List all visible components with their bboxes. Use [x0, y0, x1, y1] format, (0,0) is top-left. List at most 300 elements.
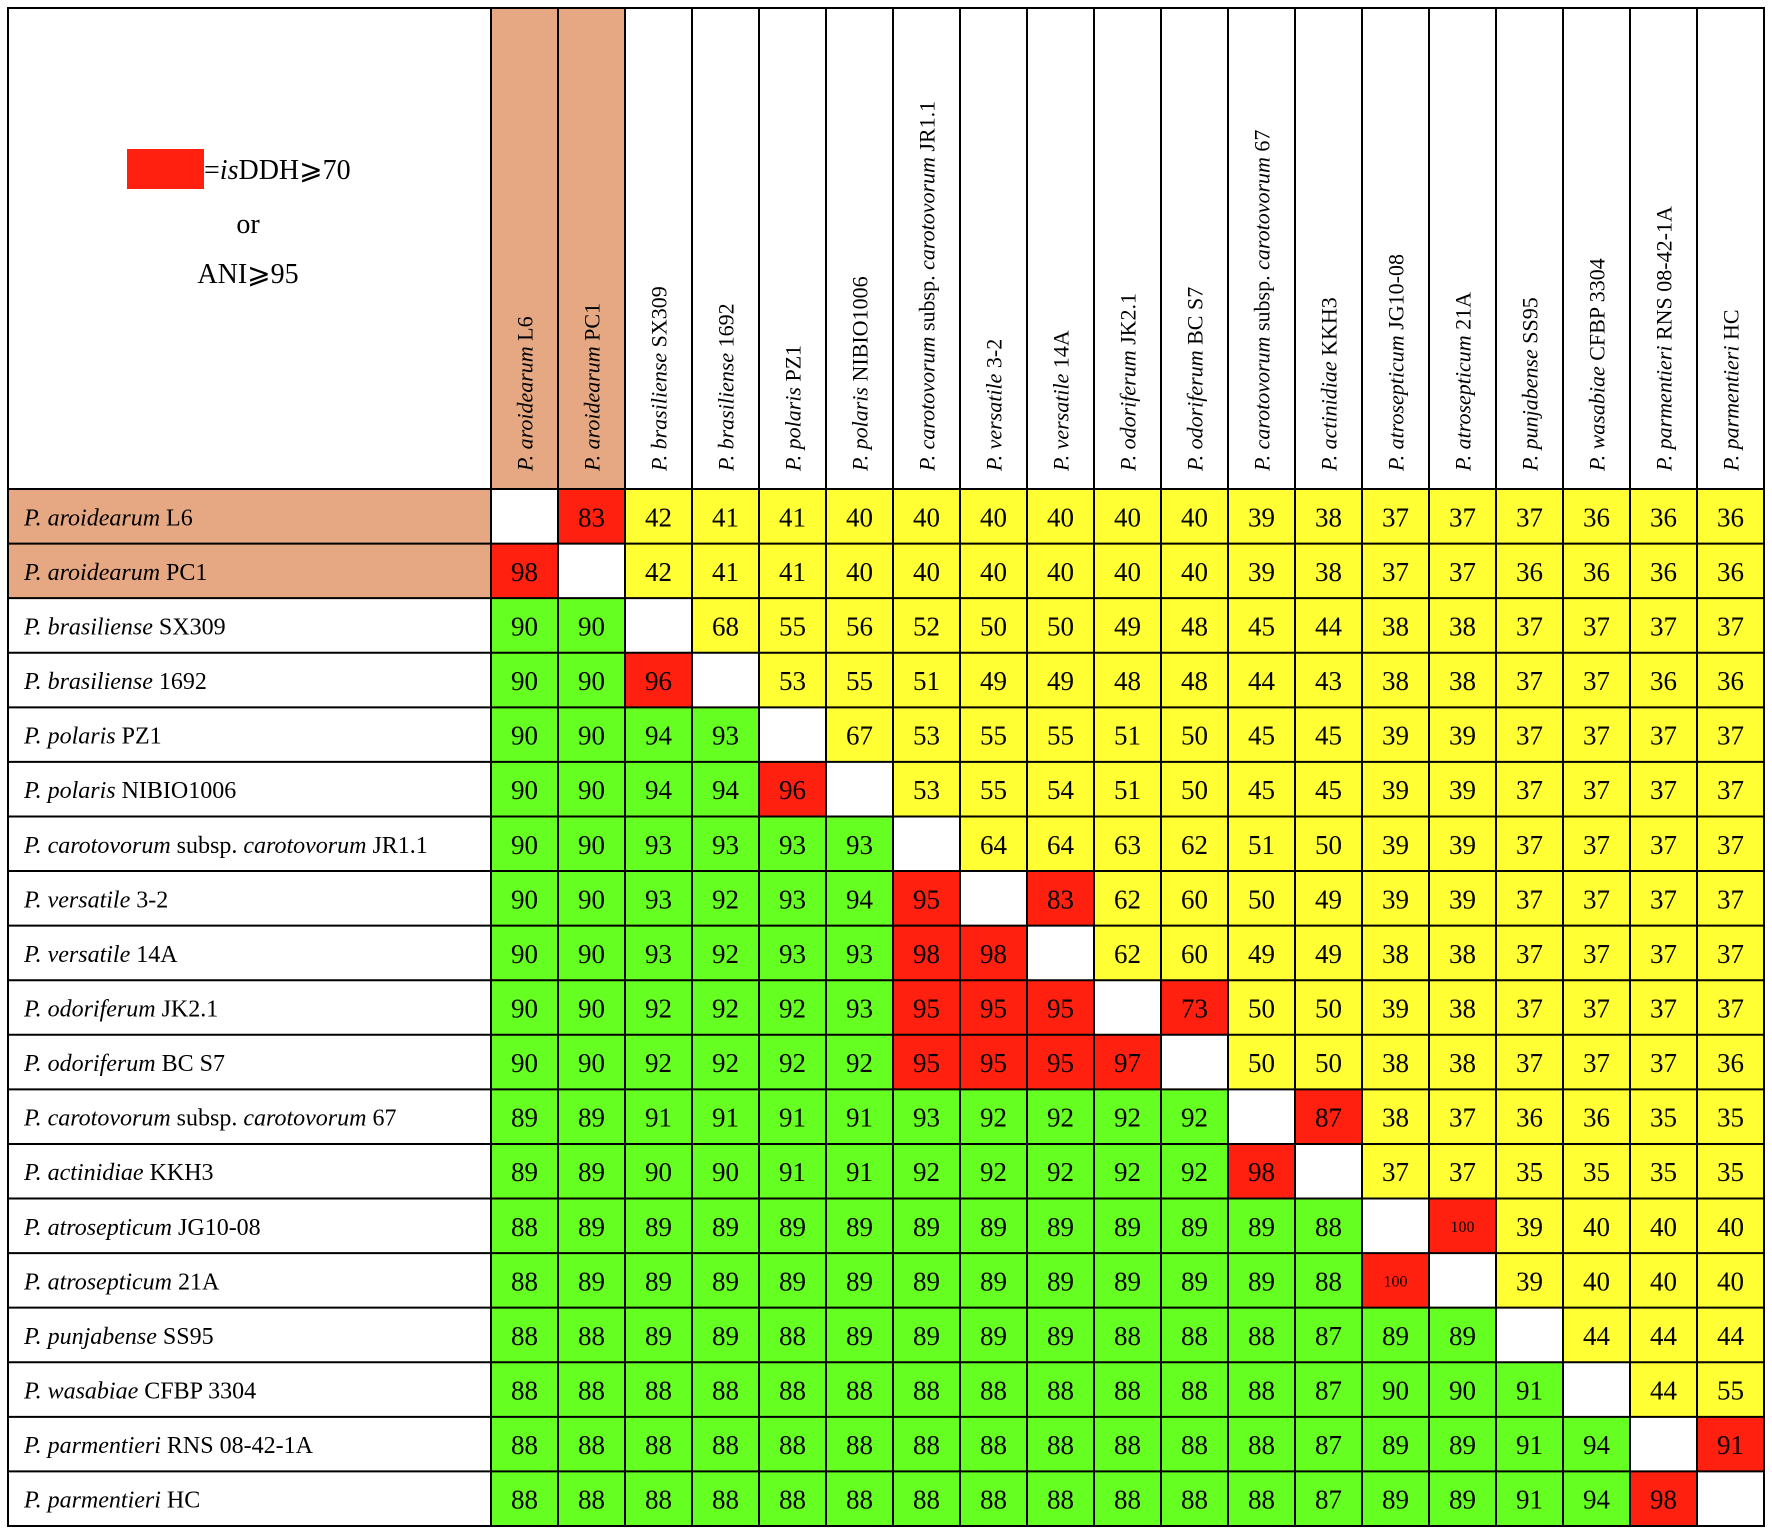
cell-value-18-11: 88: [1248, 1484, 1275, 1515]
cell-value-13-12: 88: [1315, 1211, 1342, 1242]
cell-value-0-1: 83: [578, 502, 605, 533]
cell-value-11-3: 91: [712, 1102, 739, 1133]
cell-value-17-15: 91: [1516, 1430, 1543, 1461]
cell-value-2-10: 48: [1181, 611, 1208, 642]
cell-value-11-1: 89: [578, 1102, 605, 1133]
cell-value-4-0: 90: [511, 720, 538, 751]
row-label-7: P. versatile 3-2: [24, 887, 169, 914]
cell-value-5-11: 45: [1248, 775, 1275, 806]
cell-value-7-14: 39: [1449, 884, 1476, 915]
cell-value-11-10: 92: [1181, 1102, 1208, 1133]
cell-value-18-12: 87: [1315, 1484, 1342, 1515]
cell-value-2-7: 50: [980, 611, 1007, 642]
cell-8-8: [1027, 926, 1094, 981]
col-label-17: P. parmentieri RNS 08-42-1A: [1651, 206, 1677, 471]
cell-value-15-12: 87: [1315, 1320, 1342, 1351]
cell-value-5-8: 54: [1047, 775, 1074, 806]
cell-value-8-16: 37: [1583, 938, 1610, 969]
cell-value-16-17: 44: [1650, 1375, 1677, 1406]
cell-value-1-18: 36: [1717, 556, 1744, 587]
cell-value-16-13: 90: [1382, 1375, 1409, 1406]
cell-value-7-6: 95: [913, 884, 940, 915]
cell-value-2-13: 38: [1382, 611, 1409, 642]
col-label-18: P. parmentieri HC: [1718, 309, 1744, 471]
cell-value-1-9: 40: [1114, 556, 1141, 587]
cell-value-2-1: 90: [578, 611, 605, 642]
cell-value-14-12: 88: [1315, 1266, 1342, 1297]
cell-value-18-10: 88: [1181, 1484, 1208, 1515]
cell-value-9-8: 95: [1047, 993, 1074, 1024]
row-label-16: P. wasabiae CFBP 3304: [24, 1378, 257, 1405]
cell-value-7-15: 37: [1516, 884, 1543, 915]
cell-value-16-1: 88: [578, 1375, 605, 1406]
cell-value-3-11: 44: [1248, 666, 1275, 697]
cell-value-7-9: 62: [1114, 884, 1141, 915]
cell-value-15-3: 89: [712, 1320, 739, 1351]
cell-value-3-14: 38: [1449, 666, 1476, 697]
cell-value-9-14: 38: [1449, 993, 1476, 1024]
col-label-1: P. aroidearum PC1: [579, 302, 605, 471]
cell-value-16-11: 88: [1248, 1375, 1275, 1406]
cell-value-15-4: 88: [779, 1320, 806, 1351]
cell-value-18-9: 88: [1114, 1484, 1141, 1515]
cell-value-13-3: 89: [712, 1211, 739, 1242]
cell-2-2: [625, 598, 692, 653]
cell-value-9-17: 37: [1650, 993, 1677, 1024]
cell-value-1-11: 39: [1248, 556, 1275, 587]
cell-value-15-2: 89: [645, 1320, 672, 1351]
cell-value-11-16: 36: [1583, 1102, 1610, 1133]
cell-value-0-8: 40: [1047, 502, 1074, 533]
col-label-8: P. versatile 14A: [1048, 330, 1074, 471]
cell-value-5-6: 53: [913, 775, 940, 806]
cell-value-11-2: 91: [645, 1102, 672, 1133]
cell-value-14-0: 88: [511, 1266, 538, 1297]
cell-value-14-6: 89: [913, 1266, 940, 1297]
cell-value-15-17: 44: [1650, 1320, 1677, 1351]
cell-value-11-4: 91: [779, 1102, 806, 1133]
cell-3-3: [692, 653, 759, 708]
cell-value-9-4: 92: [779, 993, 806, 1024]
cell-value-13-1: 89: [578, 1211, 605, 1242]
cell-value-3-2: 96: [645, 666, 672, 697]
cell-16-16: [1563, 1362, 1630, 1417]
cell-13-13: [1362, 1199, 1429, 1254]
cell-value-14-10: 89: [1181, 1266, 1208, 1297]
cell-value-14-18: 40: [1717, 1266, 1744, 1297]
row-label-10: P. odoriferum BC S7: [24, 1051, 225, 1078]
cell-value-11-13: 38: [1382, 1102, 1409, 1133]
cell-value-10-5: 92: [846, 1048, 873, 1079]
col-label-7: P. versatile 3-2: [981, 338, 1007, 471]
cell-value-17-4: 88: [779, 1430, 806, 1461]
cell-value-2-8: 50: [1047, 611, 1074, 642]
cell-value-11-9: 92: [1114, 1102, 1141, 1133]
cell-value-5-1: 90: [578, 775, 605, 806]
legend-line3: ANI⩾95: [197, 259, 299, 290]
cell-value-16-18: 55: [1717, 1375, 1744, 1406]
cell-value-9-3: 92: [712, 993, 739, 1024]
cell-value-6-8: 64: [1047, 829, 1074, 860]
cell-value-10-11: 50: [1248, 1048, 1275, 1079]
cell-value-17-11: 88: [1248, 1430, 1275, 1461]
cell-value-16-10: 88: [1181, 1375, 1208, 1406]
cell-value-18-2: 88: [645, 1484, 672, 1515]
cell-value-11-17: 35: [1650, 1102, 1677, 1133]
cell-value-16-2: 88: [645, 1375, 672, 1406]
cell-14-14: [1429, 1253, 1496, 1308]
cell-value-17-18: 91: [1717, 1430, 1744, 1461]
col-label-2: P. brasiliense SX309: [646, 286, 672, 471]
legend-swatch: [127, 149, 204, 189]
cell-value-0-7: 40: [980, 502, 1007, 533]
cell-value-6-0: 90: [511, 829, 538, 860]
cell-value-13-9: 89: [1114, 1211, 1141, 1242]
cell-value-8-15: 37: [1516, 938, 1543, 969]
cell-value-9-10: 73: [1181, 993, 1208, 1024]
cell-value-7-4: 93: [779, 884, 806, 915]
cell-value-3-9: 48: [1114, 666, 1141, 697]
cell-value-18-13: 89: [1382, 1484, 1409, 1515]
cell-value-12-15: 35: [1516, 1157, 1543, 1188]
cell-value-15-0: 88: [511, 1320, 538, 1351]
cell-0-0: [491, 489, 558, 544]
cell-value-8-18: 37: [1717, 938, 1744, 969]
cell-value-18-15: 91: [1516, 1484, 1543, 1515]
cell-value-9-13: 39: [1382, 993, 1409, 1024]
cell-value-12-2: 90: [645, 1157, 672, 1188]
cell-value-9-6: 95: [913, 993, 940, 1024]
cell-value-1-17: 36: [1650, 556, 1677, 587]
cell-value-7-17: 37: [1650, 884, 1677, 915]
cell-value-9-12: 50: [1315, 993, 1342, 1024]
cell-value-0-15: 37: [1516, 502, 1543, 533]
cell-value-0-6: 40: [913, 502, 940, 533]
cell-value-1-12: 38: [1315, 556, 1342, 587]
cell-1-1: [558, 544, 625, 599]
cell-value-15-6: 89: [913, 1320, 940, 1351]
cell-value-0-5: 40: [846, 502, 873, 533]
cell-value-16-3: 88: [712, 1375, 739, 1406]
row-label-2: P. brasiliense SX309: [24, 614, 226, 641]
cell-value-10-2: 92: [645, 1048, 672, 1079]
cell-value-4-6: 53: [913, 720, 940, 751]
cell-value-0-14: 37: [1449, 502, 1476, 533]
cell-value-18-0: 88: [511, 1484, 538, 1515]
cell-value-7-8: 83: [1047, 884, 1074, 915]
cell-value-3-18: 36: [1717, 666, 1744, 697]
cell-value-10-14: 38: [1449, 1048, 1476, 1079]
cell-value-17-7: 88: [980, 1430, 1007, 1461]
cell-value-8-14: 38: [1449, 938, 1476, 969]
row-label-15: P. punjabense SS95: [24, 1323, 214, 1350]
row-label-0: P. aroidearum L6: [24, 505, 193, 532]
col-label-11: P. carotovorum subsp. carotovorum 67: [1249, 129, 1275, 471]
cell-value-6-14: 39: [1449, 829, 1476, 860]
cell-value-7-11: 50: [1248, 884, 1275, 915]
cell-value-10-17: 37: [1650, 1048, 1677, 1079]
cell-value-12-16: 35: [1583, 1157, 1610, 1188]
cell-value-13-16: 40: [1583, 1211, 1610, 1242]
cell-value-13-6: 89: [913, 1211, 940, 1242]
row-label-5: P. polaris NIBIO1006: [24, 778, 237, 805]
cell-value-5-16: 37: [1583, 775, 1610, 806]
cell-value-4-1: 90: [578, 720, 605, 751]
cell-12-12: [1295, 1144, 1362, 1199]
cell-value-16-0: 88: [511, 1375, 538, 1406]
cell-value-1-4: 41: [779, 556, 806, 587]
cell-value-4-17: 37: [1650, 720, 1677, 751]
cell-value-11-18: 35: [1717, 1102, 1744, 1133]
cell-value-5-13: 39: [1382, 775, 1409, 806]
cell-value-17-0: 88: [511, 1430, 538, 1461]
cell-value-18-4: 88: [779, 1484, 806, 1515]
cell-value-7-18: 37: [1717, 884, 1744, 915]
cell-value-1-14: 37: [1449, 556, 1476, 587]
col-label-12: P. actinidiae KKH3: [1316, 297, 1342, 471]
cell-value-4-16: 37: [1583, 720, 1610, 751]
cell-11-11: [1228, 1089, 1295, 1144]
cell-value-5-4: 96: [779, 775, 806, 806]
cell-value-13-5: 89: [846, 1211, 873, 1242]
cell-value-1-15: 36: [1516, 556, 1543, 587]
cell-value-2-17: 37: [1650, 611, 1677, 642]
col-label-16: P. wasabiae CFBP 3304: [1584, 258, 1610, 471]
cell-value-11-5: 91: [846, 1102, 873, 1133]
cell-value-0-17: 36: [1650, 502, 1677, 533]
row-label-11: P. carotovorum subsp. carotovorum 67: [24, 1105, 397, 1132]
cell-value-6-7: 64: [980, 829, 1007, 860]
cell-value-6-4: 93: [779, 829, 806, 860]
cell-value-6-1: 90: [578, 829, 605, 860]
cell-value-0-12: 38: [1315, 502, 1342, 533]
row-label-13: P. atrosepticum JG10-08: [24, 1214, 261, 1241]
cell-7-7: [960, 871, 1027, 926]
cell-value-1-16: 36: [1583, 556, 1610, 587]
cell-value-14-8: 89: [1047, 1266, 1074, 1297]
cell-value-14-17: 40: [1650, 1266, 1677, 1297]
cell-value-2-0: 90: [511, 611, 538, 642]
cell-17-17: [1630, 1417, 1697, 1472]
cell-value-8-7: 98: [980, 938, 1007, 969]
cell-value-5-9: 51: [1114, 775, 1141, 806]
cell-value-5-7: 55: [980, 775, 1007, 806]
cell-value-14-15: 39: [1516, 1266, 1543, 1297]
cell-value-2-5: 56: [846, 611, 873, 642]
row-label-6: P. carotovorum subsp. carotovorum JR1.1: [24, 832, 428, 859]
cell-value-12-3: 90: [712, 1157, 739, 1188]
cell-value-4-11: 45: [1248, 720, 1275, 751]
cell-value-12-13: 37: [1382, 1157, 1409, 1188]
cell-value-15-1: 88: [578, 1320, 605, 1351]
col-label-4: P. polaris PZ1: [780, 344, 806, 471]
cell-value-2-14: 38: [1449, 611, 1476, 642]
cell-value-5-18: 37: [1717, 775, 1744, 806]
cell-15-15: [1496, 1308, 1563, 1363]
cell-value-13-15: 39: [1516, 1211, 1543, 1242]
cell-value-13-17: 40: [1650, 1211, 1677, 1242]
cell-value-1-0: 98: [511, 556, 538, 587]
cell-value-8-1: 90: [578, 938, 605, 969]
cell-value-15-18: 44: [1717, 1320, 1744, 1351]
cell-value-4-18: 37: [1717, 720, 1744, 751]
cell-value-9-7: 95: [980, 993, 1007, 1024]
cell-value-6-10: 62: [1181, 829, 1208, 860]
cell-value-1-8: 40: [1047, 556, 1074, 587]
cell-value-4-9: 51: [1114, 720, 1141, 751]
cell-value-16-4: 88: [779, 1375, 806, 1406]
cell-10-10: [1161, 1035, 1228, 1090]
cell-value-4-8: 55: [1047, 720, 1074, 751]
cell-value-7-12: 49: [1315, 884, 1342, 915]
col-label-13: P. atrosepticum JG10-08: [1383, 254, 1409, 471]
cell-value-11-15: 36: [1516, 1102, 1543, 1133]
cell-value-18-8: 88: [1047, 1484, 1074, 1515]
cell-value-12-6: 92: [913, 1157, 940, 1188]
cell-value-1-5: 40: [846, 556, 873, 587]
cell-value-11-14: 37: [1449, 1102, 1476, 1133]
cell-value-5-14: 39: [1449, 775, 1476, 806]
cell-value-14-3: 89: [712, 1266, 739, 1297]
cell-value-10-12: 50: [1315, 1048, 1342, 1079]
cell-value-15-16: 44: [1583, 1320, 1610, 1351]
cell-value-11-6: 93: [913, 1102, 940, 1133]
cell-value-0-18: 36: [1717, 502, 1744, 533]
cell-value-12-10: 92: [1181, 1157, 1208, 1188]
cell-value-12-1: 89: [578, 1157, 605, 1188]
cell-value-8-3: 92: [712, 938, 739, 969]
cell-value-12-0: 89: [511, 1157, 538, 1188]
row-label-14: P. atrosepticum 21A: [24, 1269, 220, 1296]
cell-value-5-10: 50: [1181, 775, 1208, 806]
cell-value-4-7: 55: [980, 720, 1007, 751]
cell-value-18-5: 88: [846, 1484, 873, 1515]
cell-value-16-8: 88: [1047, 1375, 1074, 1406]
cell-value-6-17: 37: [1650, 829, 1677, 860]
cell-value-17-5: 88: [846, 1430, 873, 1461]
cell-value-8-4: 93: [779, 938, 806, 969]
cell-value-0-2: 42: [645, 502, 672, 533]
cell-value-18-16: 94: [1583, 1484, 1610, 1515]
cell-value-15-14: 89: [1449, 1320, 1476, 1351]
cell-value-4-10: 50: [1181, 720, 1208, 751]
cell-value-12-18: 35: [1717, 1157, 1744, 1188]
cell-value-2-15: 37: [1516, 611, 1543, 642]
cell-value-15-8: 89: [1047, 1320, 1074, 1351]
cell-value-5-2: 94: [645, 775, 672, 806]
cell-value-2-18: 37: [1717, 611, 1744, 642]
cell-value-3-13: 38: [1382, 666, 1409, 697]
cell-value-17-14: 89: [1449, 1430, 1476, 1461]
cell-value-17-13: 89: [1382, 1430, 1409, 1461]
cell-value-8-6: 98: [913, 938, 940, 969]
cell-value-13-11: 89: [1248, 1211, 1275, 1242]
cell-value-12-5: 91: [846, 1157, 873, 1188]
cell-value-6-18: 37: [1717, 829, 1744, 860]
cell-value-7-5: 94: [846, 884, 873, 915]
cell-value-1-2: 42: [645, 556, 672, 587]
cell-value-17-1: 88: [578, 1430, 605, 1461]
cell-value-18-1: 88: [578, 1484, 605, 1515]
cell-value-15-11: 88: [1248, 1320, 1275, 1351]
cell-value-9-5: 93: [846, 993, 873, 1024]
cell-value-10-18: 36: [1717, 1048, 1744, 1079]
cell-value-17-10: 88: [1181, 1430, 1208, 1461]
cell-value-14-7: 89: [980, 1266, 1007, 1297]
row-label-8: P. versatile 14A: [24, 941, 178, 968]
cell-value-10-9: 97: [1114, 1048, 1141, 1079]
cell-value-4-15: 37: [1516, 720, 1543, 751]
cell-value-6-2: 93: [645, 829, 672, 860]
row-label-9: P. odoriferum JK2.1: [24, 996, 219, 1023]
row-label-1: P. aroidearum PC1: [24, 559, 208, 586]
cell-value-3-12: 43: [1315, 666, 1342, 697]
cell-value-8-2: 93: [645, 938, 672, 969]
cell-value-4-2: 94: [645, 720, 672, 751]
cell-value-17-3: 88: [712, 1430, 739, 1461]
cell-value-16-7: 88: [980, 1375, 1007, 1406]
legend: [127, 149, 351, 290]
cell-value-5-0: 90: [511, 775, 538, 806]
cell-value-10-13: 38: [1382, 1048, 1409, 1079]
col-label-14: P. atrosepticum 21A: [1450, 291, 1476, 471]
row-label-12: P. actinidiae KKH3: [24, 1160, 214, 1187]
cell-value-11-12: 87: [1315, 1102, 1342, 1133]
cell-value-4-5: 67: [846, 720, 873, 751]
cell-value-17-8: 88: [1047, 1430, 1074, 1461]
cell-value-7-13: 39: [1382, 884, 1409, 915]
cell-value-1-10: 40: [1181, 556, 1208, 587]
cell-value-18-3: 88: [712, 1484, 739, 1515]
cell-value-7-10: 60: [1181, 884, 1208, 915]
cell-value-14-2: 89: [645, 1266, 672, 1297]
row-label-18: P. parmentieri HC: [24, 1487, 201, 1514]
cell-value-2-11: 45: [1248, 611, 1275, 642]
cell-value-3-1: 90: [578, 666, 605, 697]
cell-value-2-4: 55: [779, 611, 806, 642]
col-label-9: P. odoriferum JK2.1: [1115, 292, 1141, 471]
cell-value-8-5: 93: [846, 938, 873, 969]
legend-line2: or: [236, 209, 260, 240]
cell-value-3-10: 48: [1181, 666, 1208, 697]
cell-value-7-0: 90: [511, 884, 538, 915]
cell-value-0-16: 36: [1583, 502, 1610, 533]
cell-value-0-9: 40: [1114, 502, 1141, 533]
cell-value-14-9: 89: [1114, 1266, 1141, 1297]
cell-value-10-3: 92: [712, 1048, 739, 1079]
row-label-4: P. polaris PZ1: [24, 723, 162, 750]
cell-value-15-7: 89: [980, 1320, 1007, 1351]
cell-value-8-13: 38: [1382, 938, 1409, 969]
cell-value-3-0: 90: [511, 666, 538, 697]
cell-value-0-4: 41: [779, 502, 806, 533]
cell-value-6-5: 93: [846, 829, 873, 860]
cell-value-0-13: 37: [1382, 502, 1409, 533]
cell-value-17-9: 88: [1114, 1430, 1141, 1461]
cell-value-3-5: 55: [846, 666, 873, 697]
cell-value-4-3: 93: [712, 720, 739, 751]
cell-value-12-14: 37: [1449, 1157, 1476, 1188]
cell-value-10-8: 95: [1047, 1048, 1074, 1079]
row-label-3: P. brasiliense 1692: [24, 669, 207, 696]
cell-value-5-3: 94: [712, 775, 739, 806]
cell-value-18-17: 98: [1650, 1484, 1677, 1515]
cell-value-6-13: 39: [1382, 829, 1409, 860]
cell-value-3-7: 49: [980, 666, 1007, 697]
cell-value-9-0: 90: [511, 993, 538, 1024]
cell-value-9-16: 37: [1583, 993, 1610, 1024]
cell-value-13-18: 40: [1717, 1211, 1744, 1242]
